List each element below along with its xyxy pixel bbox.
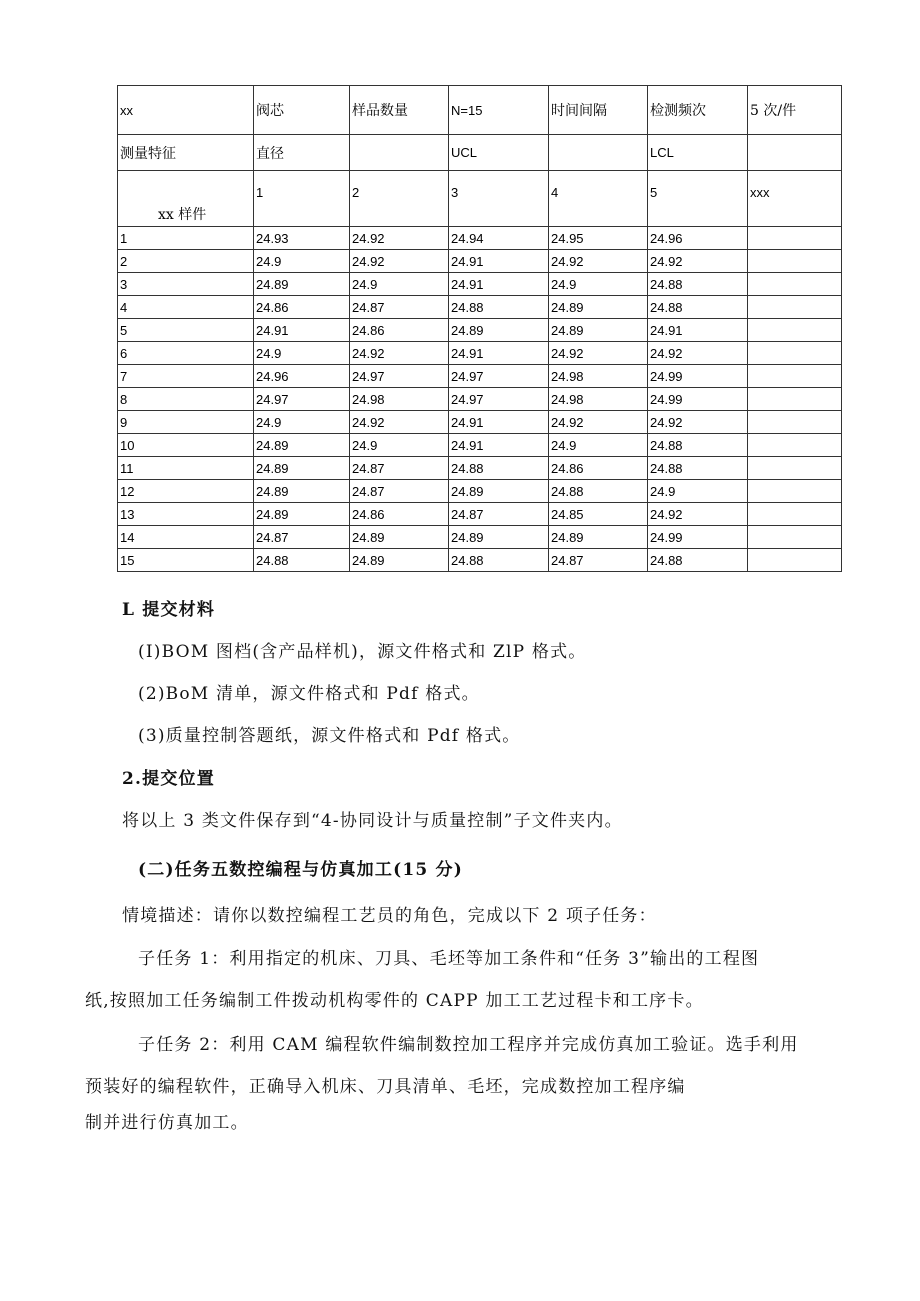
table-cell: 24.89 [350, 549, 449, 572]
subtask-2-line-2: 预装好的编程软件，正确导入机床、刀具清单、毛坯，完成数控加工程序编 [85, 1077, 686, 1097]
table-cell: 24.92 [648, 503, 748, 526]
table-cell: 7 [118, 365, 254, 388]
table-cell: 24.9 [549, 434, 648, 457]
table-cell: 4 [549, 171, 648, 227]
table-cell: 24.89 [549, 526, 648, 549]
table-cell: 24.89 [350, 526, 449, 549]
table-cell: 24.93 [254, 227, 350, 250]
subtask-2-line-3: 制并进行仿真加工。 [85, 1113, 249, 1133]
table-cell: UCL [449, 135, 549, 171]
table-cell: 24.91 [449, 411, 549, 434]
table-cell: 24.88 [648, 457, 748, 480]
table-cell [549, 135, 648, 171]
table-cell [748, 434, 842, 457]
table-cell: 24.92 [648, 342, 748, 365]
table-row [118, 503, 842, 526]
task-five-title: (二)任务五数控编程与仿真加工(15 分) [138, 860, 463, 880]
table-header-row [118, 86, 842, 135]
table-cell: 24.89 [254, 480, 350, 503]
table-row [118, 411, 842, 434]
table-row [118, 549, 842, 572]
table-cell: 阀芯 [254, 86, 350, 135]
table-cell: xx [118, 86, 254, 135]
table-cell [748, 411, 842, 434]
table-cell [748, 457, 842, 480]
table-cell: 时间间隔 [549, 86, 648, 135]
table-cell: 24.98 [549, 365, 648, 388]
table-header-row [118, 135, 842, 171]
table-cell: 24.92 [350, 227, 449, 250]
table-cell [350, 135, 449, 171]
table-cell: 24.86 [549, 457, 648, 480]
table-cell: 24.89 [549, 296, 648, 319]
table-header-row [118, 171, 842, 227]
table-cell [748, 135, 842, 171]
table-cell: 24.89 [254, 434, 350, 457]
table-cell: 24.9 [350, 434, 449, 457]
table-cell: 24.9 [254, 411, 350, 434]
table-cell [748, 227, 842, 250]
table-cell: 24.92 [648, 250, 748, 273]
table-cell: 测量特征 [118, 135, 254, 171]
table-cell [748, 503, 842, 526]
subtask-2-line-1: 子任务 2：利用 CAM 编程软件编制数控加工程序并完成仿真加工验证。选手利用 [138, 1035, 799, 1055]
table-cell: 2 [118, 250, 254, 273]
table-cell: 12 [118, 480, 254, 503]
table-cell: 24.95 [549, 227, 648, 250]
submit-item-3: (3)质量控制答题纸，源文件格式和 Pdf 格式。 [138, 726, 521, 746]
table-cell: 24.99 [648, 388, 748, 411]
table-cell: 5 [118, 319, 254, 342]
table-row [118, 273, 842, 296]
table-cell: xxx [748, 171, 842, 227]
table-cell: 24.96 [648, 227, 748, 250]
table-cell: 24.87 [254, 526, 350, 549]
table-cell: 24.97 [449, 388, 549, 411]
table-cell: 24.9 [254, 250, 350, 273]
table-cell: 3 [118, 273, 254, 296]
table-cell [748, 342, 842, 365]
table-cell: 24.88 [254, 549, 350, 572]
table-cell: 24.9 [350, 273, 449, 296]
table-cell: 24.88 [648, 296, 748, 319]
table-cell: 24.92 [648, 411, 748, 434]
table-cell: 24.96 [254, 365, 350, 388]
table-cell: 24.9 [254, 342, 350, 365]
table-row [118, 480, 842, 503]
table-cell [748, 365, 842, 388]
table-cell [748, 480, 842, 503]
table-cell: 24.91 [449, 434, 549, 457]
measurement-table [117, 85, 842, 572]
submit-location-text: 将以上 3 类文件保存到“4-协同设计与质量控制”子文件夹内。 [122, 811, 623, 831]
table-cell: 24.89 [549, 319, 648, 342]
table-cell: 24.99 [648, 526, 748, 549]
table-cell: 24.88 [449, 296, 549, 319]
table-cell: 8 [118, 388, 254, 411]
table-cell: 24.86 [350, 319, 449, 342]
table-cell: xx 样件 [118, 171, 254, 227]
table-cell: 14 [118, 526, 254, 549]
table-cell [748, 273, 842, 296]
table-cell: 24.98 [549, 388, 648, 411]
subtask-1-line-2: 纸,按照加工任务编制工件拨动机构零件的 CAPP 加工工艺过程卡和工序卡。 [85, 991, 704, 1011]
table-row [118, 388, 842, 411]
table-cell: 13 [118, 503, 254, 526]
table-cell: 24.97 [449, 365, 549, 388]
table-cell: 24.99 [648, 365, 748, 388]
table-cell: 24.87 [350, 296, 449, 319]
table-cell: 24.88 [449, 549, 549, 572]
table-cell [748, 319, 842, 342]
table-cell: 24.91 [254, 319, 350, 342]
table-cell: 样品数量 [350, 86, 449, 135]
table-cell: 24.89 [449, 480, 549, 503]
table-row [118, 365, 842, 388]
table-cell: 4 [118, 296, 254, 319]
table-cell: 24.88 [648, 549, 748, 572]
table-cell: 24.89 [449, 319, 549, 342]
subtask-1-line-1: 子任务 1：利用指定的机床、刀具、毛坯等加工条件和“任务 3”输出的工程图 [138, 949, 760, 969]
table-cell: 24.92 [549, 342, 648, 365]
table-cell: 11 [118, 457, 254, 480]
table-cell: 24.91 [648, 319, 748, 342]
table-cell: 24.92 [549, 250, 648, 273]
table-cell: 24.89 [449, 526, 549, 549]
table-cell: 24.88 [449, 457, 549, 480]
table-cell: N=15 [449, 86, 549, 135]
table-cell [748, 250, 842, 273]
table-cell: 24.86 [254, 296, 350, 319]
table-cell: 24.87 [350, 457, 449, 480]
table-cell: LCL [648, 135, 748, 171]
table-cell: 24.92 [549, 411, 648, 434]
table-cell: 9 [118, 411, 254, 434]
table-cell [748, 296, 842, 319]
scenario-description: 情境描述：请你以数控编程工艺员的角色，完成以下 2 项子任务： [122, 906, 657, 926]
table-row [118, 250, 842, 273]
table-row [118, 296, 842, 319]
table-cell: 24.97 [254, 388, 350, 411]
table-cell: 24.87 [449, 503, 549, 526]
table-cell: 1 [254, 171, 350, 227]
table-cell: 1 [118, 227, 254, 250]
table-cell: 5 次/件 [748, 86, 842, 135]
table-cell: 24.91 [449, 250, 549, 273]
submit-item-1: (I)BOM 图档(含产品样机)，源文件格式和 ZlP 格式。 [138, 642, 587, 662]
heading-submit-location: 2.提交位置 [122, 769, 215, 789]
table-cell: 24.9 [549, 273, 648, 296]
table-row [118, 319, 842, 342]
table-cell: 2 [350, 171, 449, 227]
table-row [118, 457, 842, 480]
table-cell: 24.89 [254, 273, 350, 296]
submit-item-2: (2)BoM 清单，源文件格式和 Pdf 格式。 [138, 684, 480, 704]
table-cell: 检测频次 [648, 86, 748, 135]
table-cell: 24.94 [449, 227, 549, 250]
table-cell: 24.88 [648, 434, 748, 457]
table-cell: 6 [118, 342, 254, 365]
table-row [118, 342, 842, 365]
table-cell: 5 [648, 171, 748, 227]
table-cell: 10 [118, 434, 254, 457]
table-cell: 3 [449, 171, 549, 227]
table-cell: 24.91 [449, 342, 549, 365]
table-row [118, 434, 842, 457]
table-row [118, 227, 842, 250]
table-cell: 24.92 [350, 411, 449, 434]
table-cell: 24.9 [648, 480, 748, 503]
table-cell: 24.97 [350, 365, 449, 388]
table-cell: 24.87 [350, 480, 449, 503]
table-cell: 24.89 [254, 457, 350, 480]
table-cell: 24.85 [549, 503, 648, 526]
table-cell: 24.92 [350, 250, 449, 273]
table-cell [748, 549, 842, 572]
table-cell: 24.91 [449, 273, 549, 296]
table-cell: 24.92 [350, 342, 449, 365]
table-cell: 24.89 [254, 503, 350, 526]
table-cell: 24.87 [549, 549, 648, 572]
table-cell: 24.98 [350, 388, 449, 411]
table-row [118, 526, 842, 549]
table-cell: 15 [118, 549, 254, 572]
table-cell: 24.86 [350, 503, 449, 526]
heading-submit-materials: L 提交材料 [122, 600, 216, 620]
table-cell: 直径 [254, 135, 350, 171]
table-cell: 24.88 [648, 273, 748, 296]
table-cell [748, 388, 842, 411]
table-cell: 24.88 [549, 480, 648, 503]
table-cell [748, 526, 842, 549]
